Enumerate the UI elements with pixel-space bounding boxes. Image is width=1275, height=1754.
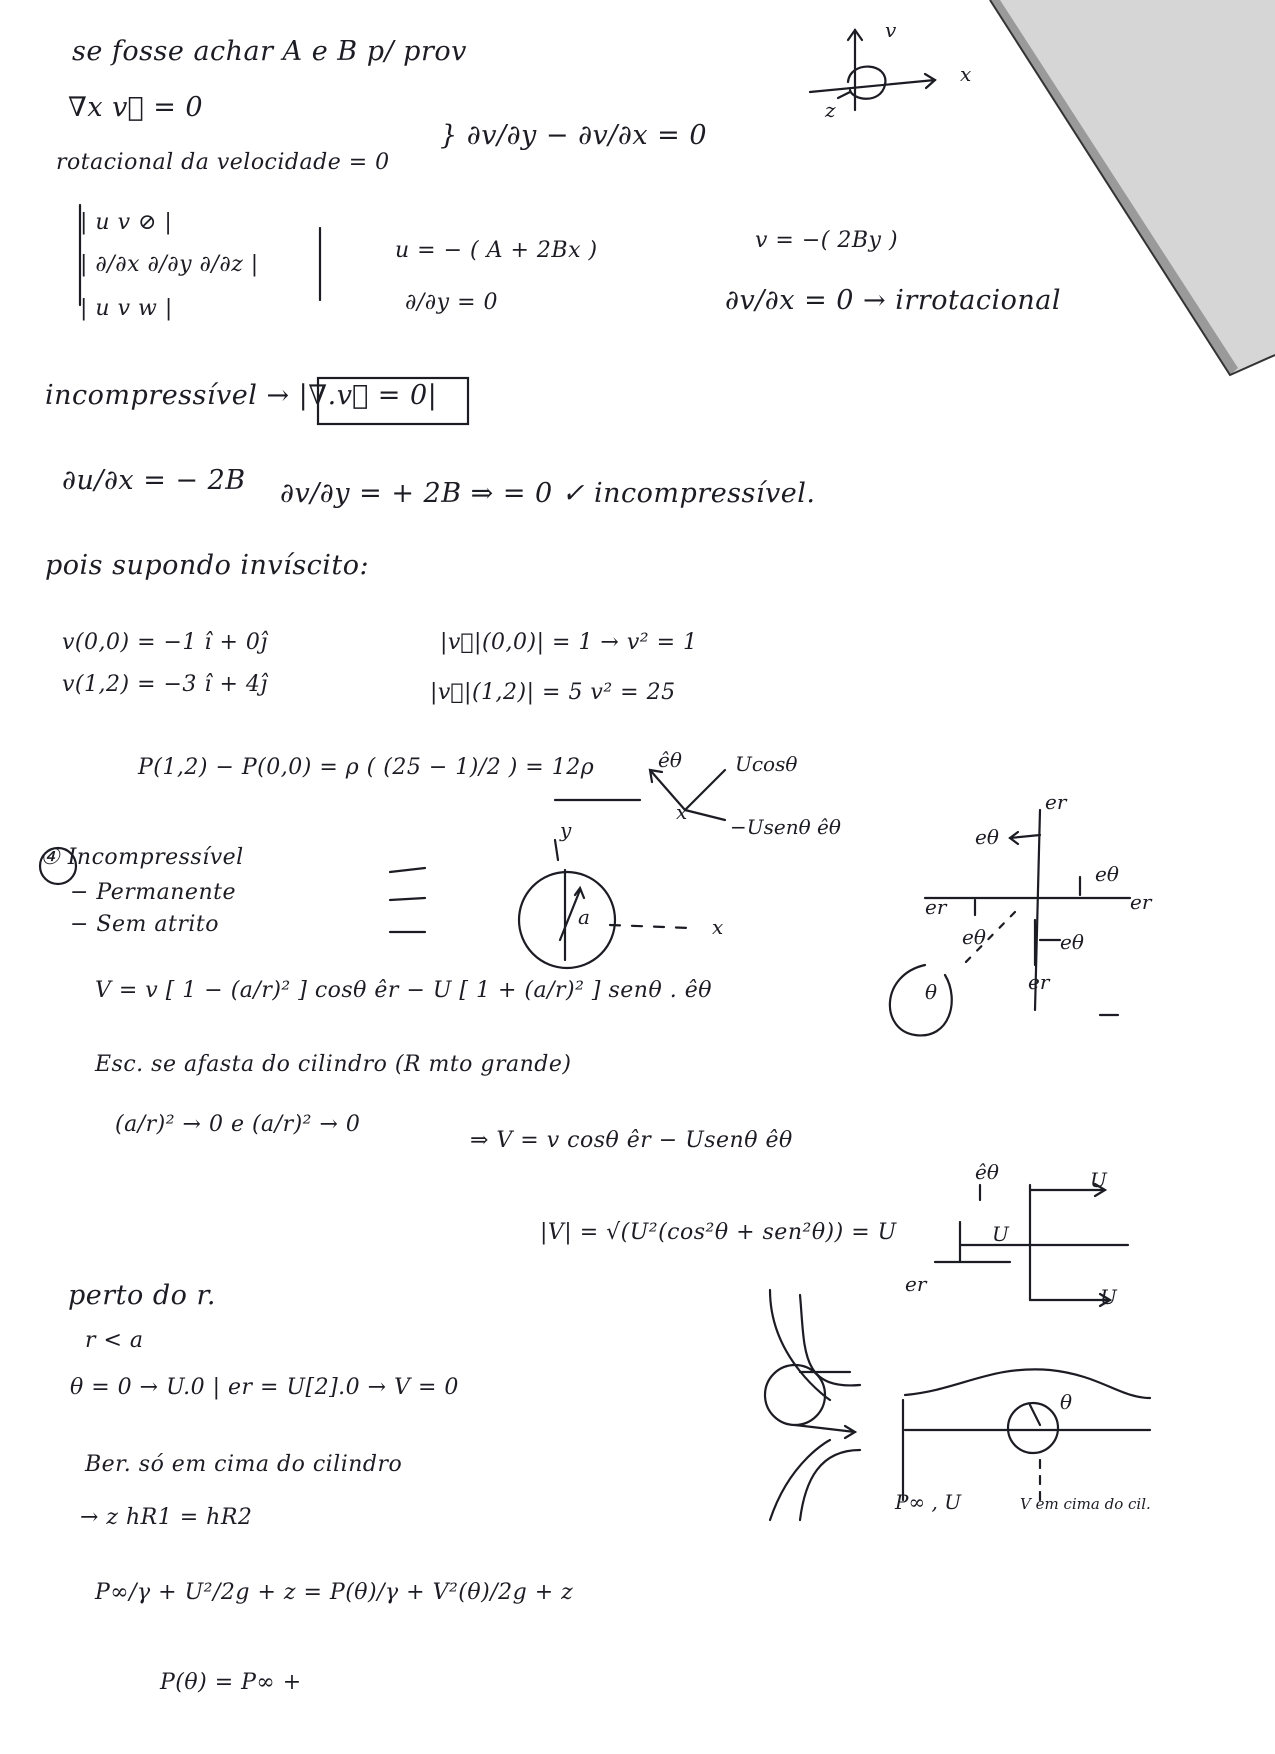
axis-label-x: x [960, 62, 972, 86]
line-2: rotacional da velocidade = 0 [56, 150, 390, 175]
line-15: v(0,0) = −1 î + 0ĵ [62, 630, 268, 655]
line-0: se fosse achar A e B p/ prov [72, 36, 467, 67]
flow-label-above: V em cima do cil. [1020, 1495, 1151, 1513]
axis-label-z: z [825, 98, 836, 122]
axis-label-v: v [885, 18, 897, 42]
cylinder-label-x: x [712, 915, 724, 939]
polar-label-er-bottom: er [1028, 970, 1050, 994]
line-25: (a/r)² → 0 e (a/r)² → 0 [115, 1112, 361, 1137]
vector-label-e: êθ [658, 748, 682, 772]
line-22: − Sem atrito [70, 912, 219, 937]
far-label-etheta: êθ [975, 1160, 999, 1184]
line-18: |v⃗|(1,2)| = 5 v² = 25 [430, 680, 676, 705]
polar-label-etheta-left: eθ [975, 825, 999, 849]
line-10: ∂v/∂x = 0 → irrotacional [725, 285, 1062, 316]
far-label-u-top: U [1090, 1168, 1107, 1192]
line-31: Ber. só em cima do cilindro [85, 1452, 403, 1477]
line-14: pois supondo invíscito: [45, 550, 370, 581]
line-29: r < a [85, 1328, 144, 1353]
cylinder-label-y: y [560, 818, 572, 842]
line-30: θ = 0 → U.0 | er = U[2].0 → V = 0 [70, 1375, 459, 1400]
line-23: V = v [ 1 − (a/r)² ] cosθ êr − U [ 1 + (a/r)² ] senθ . êθ [95, 978, 712, 1003]
vector-label-usen: −Usenθ êθ [730, 815, 841, 839]
line-16: v(1,2) = −3 î + 4ĵ [62, 672, 268, 697]
far-label-er: er [905, 1272, 927, 1296]
line-21: − Permanente [70, 880, 236, 905]
line-9: v = −( 2By ) [755, 228, 899, 253]
line-34: P(θ) = P∞ + [160, 1670, 302, 1695]
line-1: ∇x v⃗ = 0 [68, 92, 204, 123]
line-13: ∂v/∂y = + 2B ⇒ = 0 ✓ incompressível. [280, 478, 816, 509]
line-27: |V| = √(U²(cos²θ + sen²θ)) = U [540, 1220, 897, 1245]
line-4: | u v ⊘ | [80, 210, 173, 235]
line-28: perto do r. [68, 1280, 217, 1311]
line-7: u = − ( A + 2Bx ) [395, 238, 598, 263]
line-32: → z hR1 = hR2 [80, 1505, 253, 1530]
line-26: ⇒ V = v cosθ êr − Usenθ êθ [470, 1128, 793, 1153]
cylinder-label-a: a [578, 905, 590, 929]
far-label-u-low: U [1100, 1285, 1117, 1309]
flow-label-theta: θ [1060, 1390, 1073, 1414]
line-19: P(1,2) − P(0,0) = ρ ( (25 − 1)/2 ) = 12ρ [138, 755, 595, 780]
line-5: | ∂/∂x ∂/∂y ∂/∂z | [80, 252, 259, 277]
polar-label-etheta-right: eθ [1095, 862, 1119, 886]
line-3: } ∂v/∂y − ∂v/∂x = 0 [440, 120, 708, 151]
vector-label-x: x [676, 800, 688, 824]
polar-label-er-left: er [925, 895, 947, 919]
line-12: ∂u/∂x = − 2B [62, 465, 246, 496]
polar-label-er-right: er [1130, 890, 1152, 914]
polar-label-er-top: er [1045, 790, 1067, 814]
line-11: incompressível → |∇.v⃗ = 0| [45, 380, 438, 411]
flow-label-pinf: P∞ , U [895, 1490, 962, 1514]
line-17: |v⃗|(0,0)| = 1 → v² = 1 [440, 630, 698, 655]
vector-label-ucos: Ucosθ [735, 752, 798, 776]
line-20: ④ Incompressível [40, 845, 244, 870]
polar-label-etheta-low: eθ [1060, 930, 1084, 954]
polar-label-etheta-mid: eθ [962, 925, 986, 949]
line-6: | u v w | [80, 296, 173, 321]
far-label-u-mid: U [992, 1222, 1009, 1246]
polar-label-theta: θ [925, 980, 938, 1004]
line-24: Esc. se afasta do cilindro (R mto grande) [95, 1052, 572, 1077]
line-8: ∂/∂y = 0 [405, 290, 499, 315]
line-33: P∞/γ + U²/2g + z = P(θ)/γ + V²(θ)/2g + z [95, 1580, 574, 1605]
